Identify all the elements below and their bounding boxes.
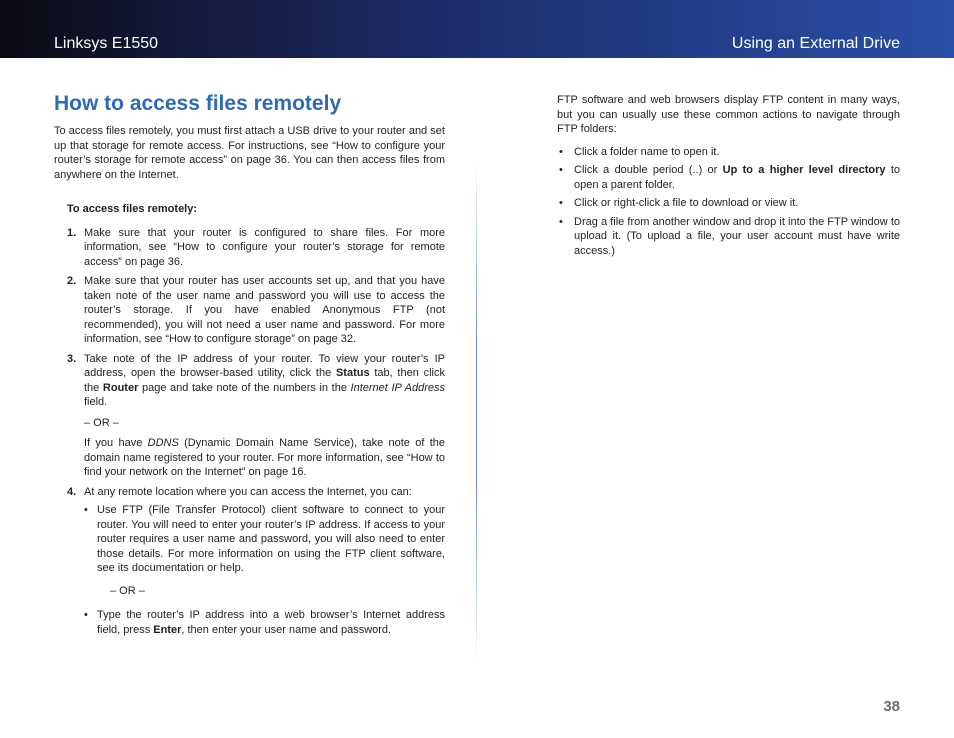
ftp-actions-list	[557, 145, 900, 259]
router-term: Router	[102, 381, 139, 394]
bullet-icon: •	[84, 504, 88, 516]
step-2	[54, 274, 445, 347]
text-run: field.	[84, 396, 108, 408]
product-name: Linksys E1550	[54, 35, 159, 52]
ftp-intro-paragraph: FTP software and web browsers display FTP content in many ways, but you can usually use these common actions to navigate through FTP folders:	[557, 94, 900, 135]
bullet-text: Use FTP (File Transfer Protocol) client software to connect to your router. You will need to enter your router’s IP address. If access to your router requires a user name and password, you will also need to enter those details. For more information on using the FTP client software, see its documentation or help.	[97, 504, 445, 574]
enter-term: Enter	[153, 623, 182, 636]
text-run: If you have	[84, 437, 148, 449]
list-item	[557, 196, 900, 211]
list-item	[557, 215, 900, 259]
list-item	[84, 608, 445, 637]
ip-field-term: Internet IP Address	[350, 381, 445, 394]
remote-options-list	[84, 503, 445, 637]
step-text: Make sure that your router is configured to share files. For more information, see “How to configure your router’s storage for remote access” on page 36.	[84, 226, 445, 268]
up-level-term: Up to a higher level directory	[722, 164, 886, 176]
list-item	[84, 503, 445, 598]
list-item	[557, 145, 900, 160]
bullet-text: Click or right-click a file to download or view it.	[574, 197, 799, 209]
step-4	[54, 485, 445, 638]
text-run: , then enter your user name and password.	[181, 623, 392, 636]
procedure-heading: To access files remotely:	[67, 203, 198, 215]
left-column	[54, 124, 445, 642]
text-run: Type the router’s IP address into a web browser’s Internet address field, press	[97, 609, 445, 636]
step-text: Make sure that your router has user accounts set up, and that you have taken note of the user name and password you will use to access the router’s storage. If you have enabled Anonymous FTP (not recommended), you will not need a user name and password. For more information, see “How to configure storage” on page 32.	[84, 275, 445, 345]
step-text	[84, 352, 445, 410]
or-separator: – OR –	[84, 416, 119, 429]
right-column	[557, 93, 900, 262]
step-number: 3.	[67, 352, 77, 365]
status-term: Status	[335, 367, 370, 379]
step-3	[54, 352, 445, 480]
bullet-icon: •	[559, 164, 563, 176]
text-run: page and take note of the numbers in the	[138, 381, 351, 394]
step-number: 1.	[67, 226, 77, 239]
bullet-icon: •	[559, 215, 563, 228]
section-name: Using an External Drive	[731, 35, 900, 52]
bullet-text: Drag a file from another window and drop it into the FTP window to upload it. (To upload a file, your user account must have write access.)	[574, 215, 900, 257]
step-1	[54, 226, 445, 270]
list-item	[557, 163, 900, 192]
column-divider	[476, 160, 477, 665]
step-alt-text	[84, 436, 445, 480]
text-run: to open a parent folder.	[574, 164, 900, 191]
text-run: Click a double period (..) or	[574, 164, 723, 176]
step-number: 4.	[67, 485, 77, 498]
bullet-icon: •	[559, 197, 563, 209]
bullet-icon: •	[84, 609, 88, 621]
text-run: (Dynamic Domain Name Service), take note of the domain name registered to your router. For more information, see “How to find your network on the Internet” on page 16.	[84, 437, 445, 478]
step-number: 2.	[67, 275, 77, 287]
bullet-text: Click a folder name to open it.	[574, 145, 720, 158]
step-text: At any remote location where you can access the Internet, you can:	[84, 485, 412, 498]
text-run: tab, then click the	[84, 367, 445, 394]
steps-list	[54, 226, 445, 638]
page-title: How to access files remotely	[54, 92, 342, 115]
intro-paragraph: To access files remotely, you must first attach a USB drive to your router and set up that storage for remote access. For instructions, see “How to configure your router’s storage for remote access” on page 36. You can then access files from anywhere on the Internet.	[54, 125, 445, 181]
page-header	[0, 0, 954, 58]
bullet-icon: •	[559, 145, 563, 158]
ddns-term: DDNS	[147, 437, 179, 449]
page-number: 38	[883, 698, 900, 715]
text-run: Take note of the IP address of your router. To view your router’s IP address, open the browser-based utility, click the	[84, 352, 445, 379]
or-separator: – OR –	[110, 584, 145, 597]
